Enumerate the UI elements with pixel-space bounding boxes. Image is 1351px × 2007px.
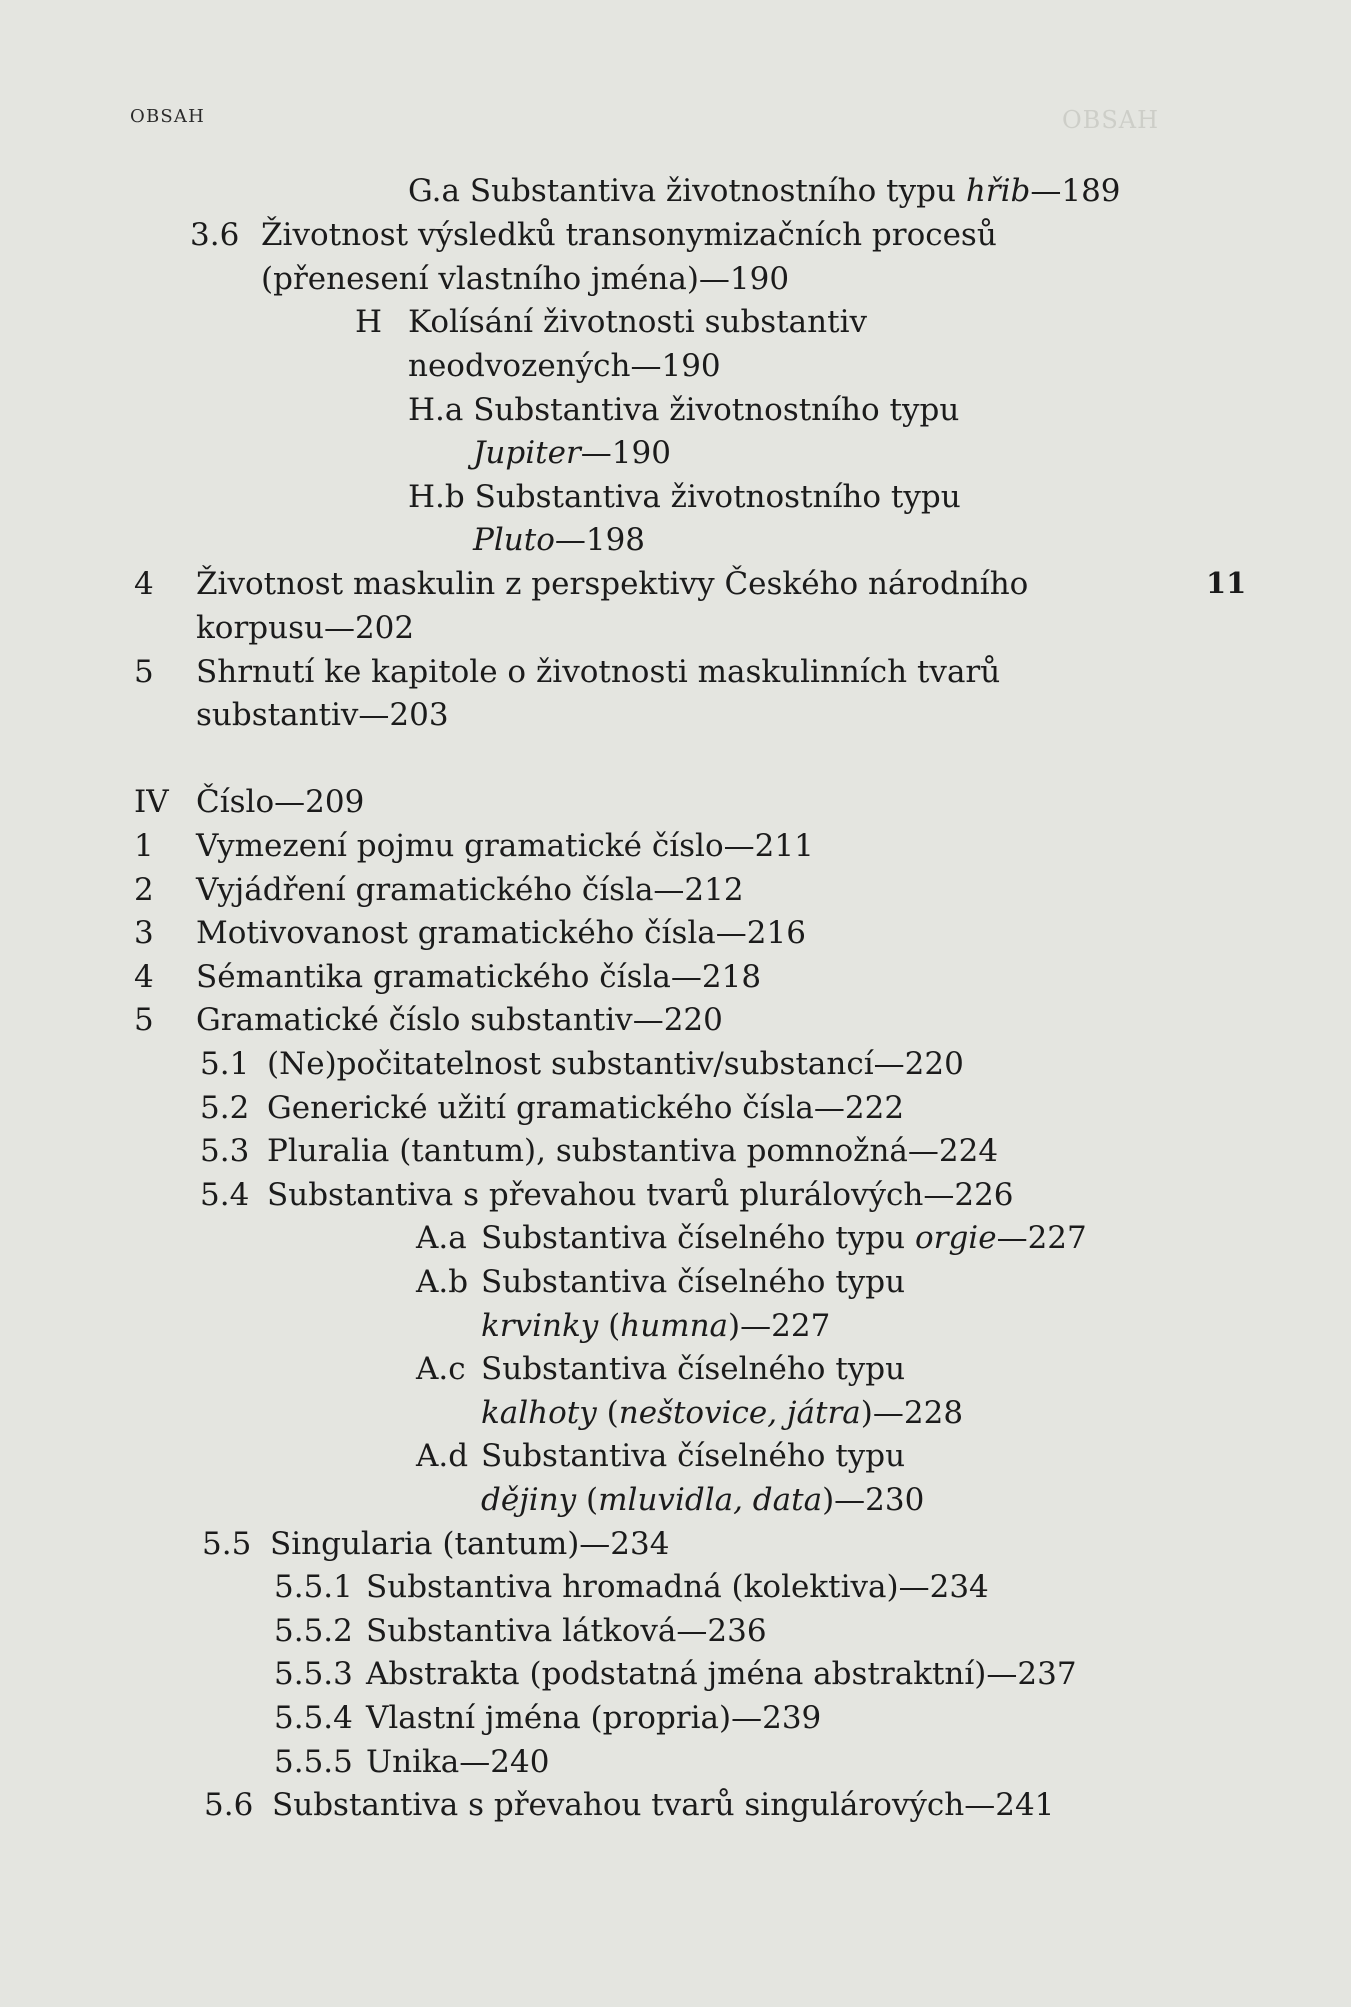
- page-number: 11: [1206, 566, 1247, 600]
- running-header: OBSAH: [130, 106, 206, 127]
- book-page: OBSAH OBSAH 11 G.a Substantiva životnostního typu hřib—189 3.6 Životnost výsledků transonymizačních procesů (přenesení vlastního jména)—190 H Kolísání životnosti substantiv neodvozených—190 H.a Substantiva životnostního typu Jupiter—190 H.b Substantiva životnostního typu Pluto—198 4 Životnost maskulin z perspektivy Českého národního korpusu—202 5 Shrnutí ke kapitole o životnosti maskulinních tvarů substantiv—203 IV Číslo—209 1 Vymezení pojmu gramatické číslo—211 2 Vyjádření gramatického čísla—212 3 Motivovanost gramatického čísla—216 4 Sémantika gramatického čísla—218 5 Gramatické číslo substantiv—220 5.1 (Ne)počitatelnost substantiv/substancí—220 5.2 Generické užití gramatického čísla—222 5.3 Pluralia (tantum), substantiva pomnožná—224 5.4 Substantiva s převahou tvarů plurálových—226 A.a Substantiva číselného typu orgie—227 A.b Substantiva číselného typu krvinky (humna)—227 A.c Substantiva číselného typu kalhoty (neštovice, játra)—228 A.d Substantiva číselného typu dějiny (mluvidla, data)—230 5.5 Singularia (tantum)—234 5.5.1 Substantiva hromadná (kolektiva)—234 5.5.2 Substantiva látková—236 5.5.3 Abstrakta (podstatná jména abstraktní)—237 5.5.4 Vlastní jména (propria)—239 5.5.5 Unika—240 5.6 Substantiva s převahou tvarů singulárových—241: [130, 106, 1247, 1823]
- show-through-header: OBSAH: [1062, 106, 1160, 134]
